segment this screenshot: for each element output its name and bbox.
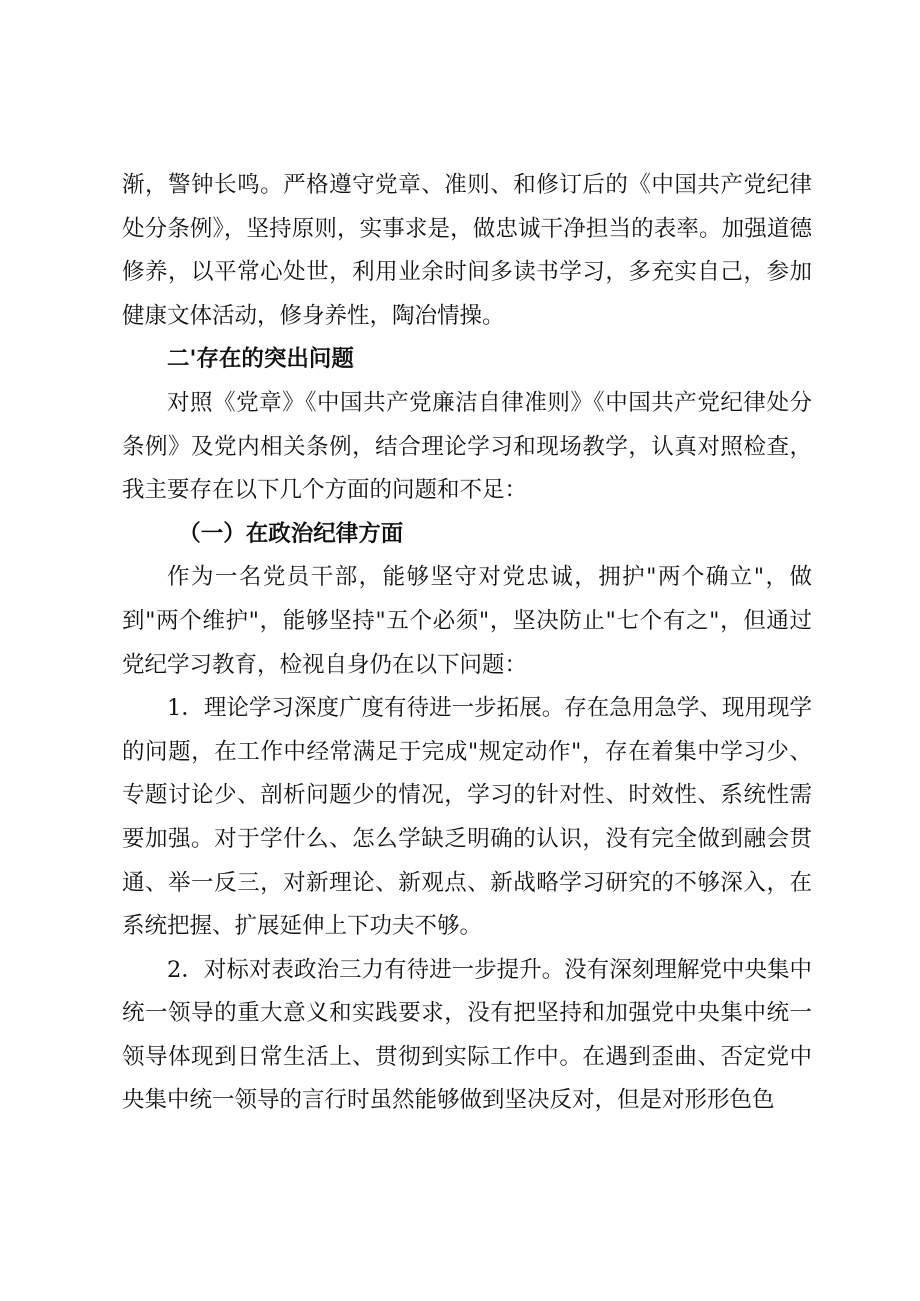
paragraph-political-discipline: 作为一名党员干部，能够坚守对党忠诚，拥护"两个确立"，做到"两个维护"，能够坚持"五个必须"，坚决防止"七个有之"，但通过党纪学习教育，检视自身仍在以下问题： [122,564,812,678]
section-heading-problems: 二'存在的突出问题 [167,346,354,373]
subsection-heading-political-discipline: （一）在政治纪律方面 [178,520,404,547]
paragraph-item-1: 1．理论学习深度广度有待进一步拓展。存在急用急学、现用现学的问题，在工作中经常满足于完成"规定动作"，存在着集中学习少、专题讨论少、剖析问题少的情况，学习的针对性、时效性、系统性需要加强。对于学什么、怎么学缺乏明确的认识，没有完全做到融会贯通、举一反三，对新理论、新观点、新战略学习研究的不够深入，在系统把握、扩展延伸上下功夫不够。 [122,695,812,940]
document-body [122,164,812,1123]
paragraph-item-2: 2．对标对表政治三力有待进一步提升。没有深刻理解党中央集中统一领导的重大意义和实践要求，没有把坚持和加强党中央集中统一领导体现到日常生活上、贯彻到实际工作中。在遇到歪曲、否定党中央集中统一领导的言行时虽然能够做到坚决反对，但是对形形色色 [122,956,812,1114]
paragraph-intro: 对照《党章》《中国共产党廉洁自律准则》《中国共产党纪律处分条例》及党内相关条例，结合理论学习和现场教学，认真对照检查，我主要存在以下几个方面的问题和不足： [122,389,812,504]
paragraph-continuation: 渐，警钟长鸣。严格遵守党章、准则、和修订后的《中国共产党纪律处分条例》，坚持原则，实事求是，做忠诚干净担当的表率。加强道德修养，以平常心处世，利用业余时间多读书学习，多充实自己，参加健康文体活动，修身养性，陶冶情操。 [122,172,812,329]
